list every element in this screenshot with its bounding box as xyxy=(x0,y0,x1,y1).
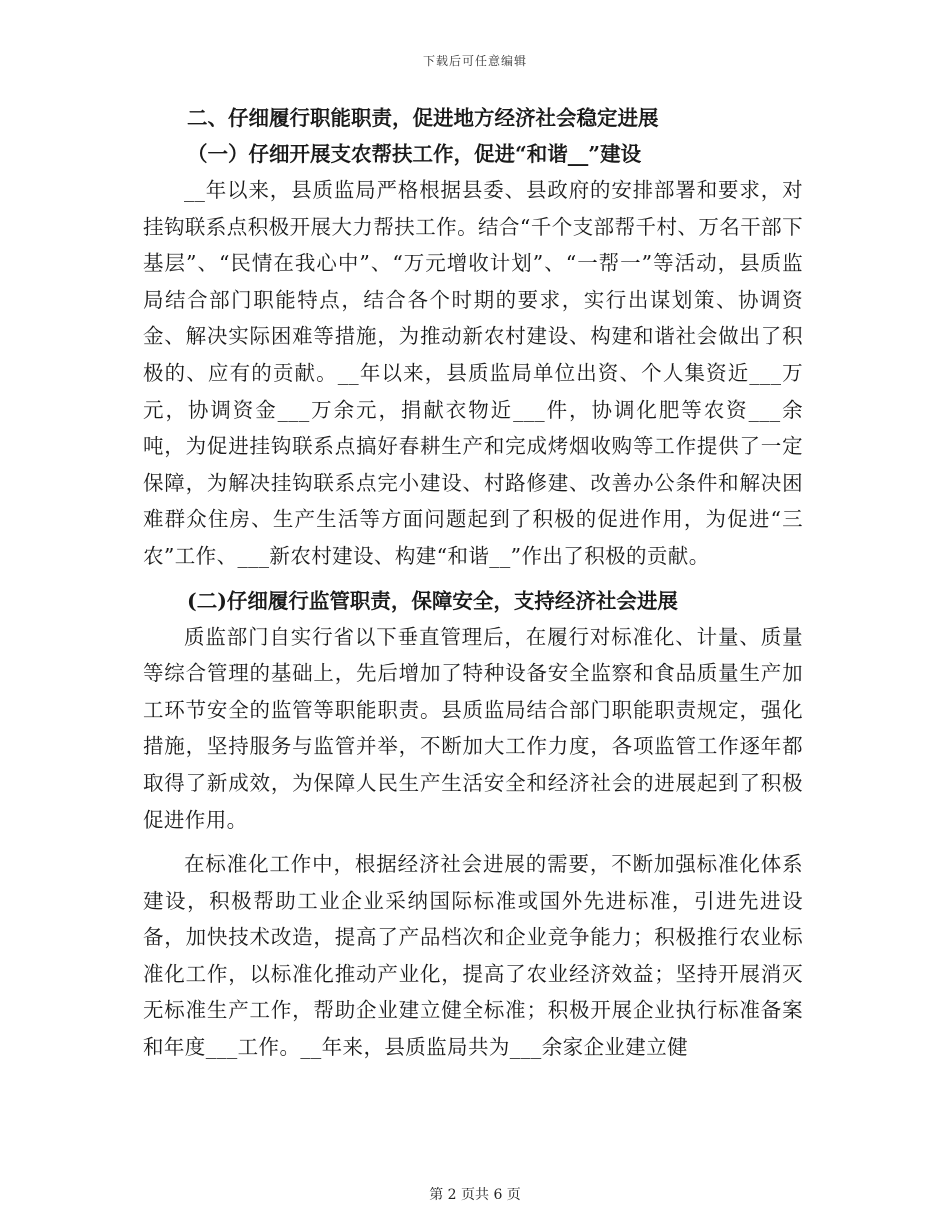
section-title: 二、仔细履行职能职责，促进地方经济社会稳定进展 xyxy=(187,106,659,130)
subsection-title-2: (二)仔细履行监管职责，保障安全，支持经济社会进展 xyxy=(187,588,678,613)
spacer xyxy=(143,838,803,846)
page-header-note: 下载后可任意编辑 xyxy=(422,54,527,68)
spacer xyxy=(143,575,803,583)
paragraph-support-agriculture: __年以来，县质监局严格根据县委、县政府的安排部署和要求，对挂钩联系点积极开展大力帮扶工作。结合“千个支部帮千村、万名干部下基层”、“民情在我心中”、“万元增收计划”、“一帮一”等活动，县质监局结合部门职能特点，结合各个时期的要求，实行出谋划策、协调资金、解决实际困难等措施，为推动新农村建设、构建和谐社会做出了积极的、应有的贡献。__年以来，县质监局单位出资、个人集资近___万元，协调资金___万余元，捐献衣物近___件，协调化肥等农资___余吨，为促进挂钩联系点搞好春耕生产和完成烤烟收购等工作提供了一定保障，为解决挂钩联系点完小建设、村路修建、改善办公条件和解决困难群众住房、生产生活等方面问题起到了积极的促进作用，为促进“三农”工作、___新农村建设、构建“和谐__”作出了积极的贡献。 xyxy=(143,178,803,568)
paragraph-standardization: 在标准化工作中，根据经济社会进展的需要，不断加强标准化体系建设，积极帮助工业企业采纳国际标准或国外先进标准，引进先进设备，加快技术改造，提高了产品档次和企业竞争能力；积极推行农业标准化工作，以标准化推动产业化，提高了农业经济效益；坚持开展消灭无标准生产工作，帮助企业建立健全标准；积极开展企业执行标准备案和年度___工作。__年来，县质监局共为___余家企业建立健 xyxy=(143,852,803,1060)
page-number: 第 2 页共 6 页 xyxy=(429,1187,521,1203)
paragraph-supervision: 质监部门自实行省以下垂直管理后，在履行对标准化、计量、质量等综合管理的基础上，先后增加了特种设备安全监察和食品质量生产加工环节安全的监管等职能职责。县质监局结合部门职能职责规定，强化措施，坚持服务与监管并举，不断加大工作力度，各项监管工作逐年都取得了新成效，为保障人民生产生活安全和经济社会的进展起到了积极促进作用。 xyxy=(143,624,803,832)
subsection-title-1: （一）仔细开展支农帮扶工作，促进“和谐__”建设 xyxy=(187,142,642,166)
document-body xyxy=(143,100,803,1066)
